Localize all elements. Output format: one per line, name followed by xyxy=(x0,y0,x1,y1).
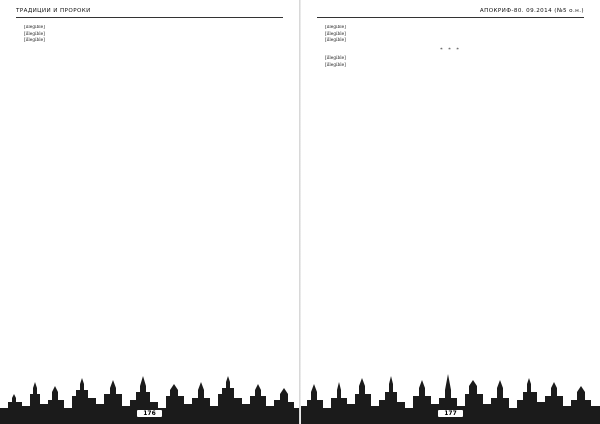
right-paragraph: [illegible] xyxy=(325,31,346,37)
left-page-number-text: 176 xyxy=(137,410,162,417)
left-page xyxy=(0,0,299,424)
right-paragraph: [illegible] xyxy=(325,38,346,44)
right-running-head: АПОКРИФ-80. 09.2014 (№5 о.н.) xyxy=(479,8,584,14)
right-page xyxy=(301,0,600,424)
left-header-rule xyxy=(16,17,283,18)
right-page-number-text: 177 xyxy=(438,410,463,417)
section-separator: * * * xyxy=(440,47,461,54)
left-page-number xyxy=(0,410,299,417)
right-paragraph: [illegible] xyxy=(325,62,346,68)
right-paragraph: [illegible] xyxy=(325,25,346,30)
left-paragraph: [illegible] xyxy=(24,38,45,44)
left-paragraph: [illegible] xyxy=(24,25,45,30)
right-page-number xyxy=(301,410,600,417)
right-header-rule xyxy=(317,17,584,18)
left-page-body xyxy=(16,25,283,366)
left-running-head: ТРАДИЦИИ И ПРОРОКИ xyxy=(16,8,91,14)
right-paragraph: [illegible] xyxy=(325,56,346,62)
right-page-body xyxy=(317,25,584,366)
left-paragraph: [illegible] xyxy=(24,31,45,37)
